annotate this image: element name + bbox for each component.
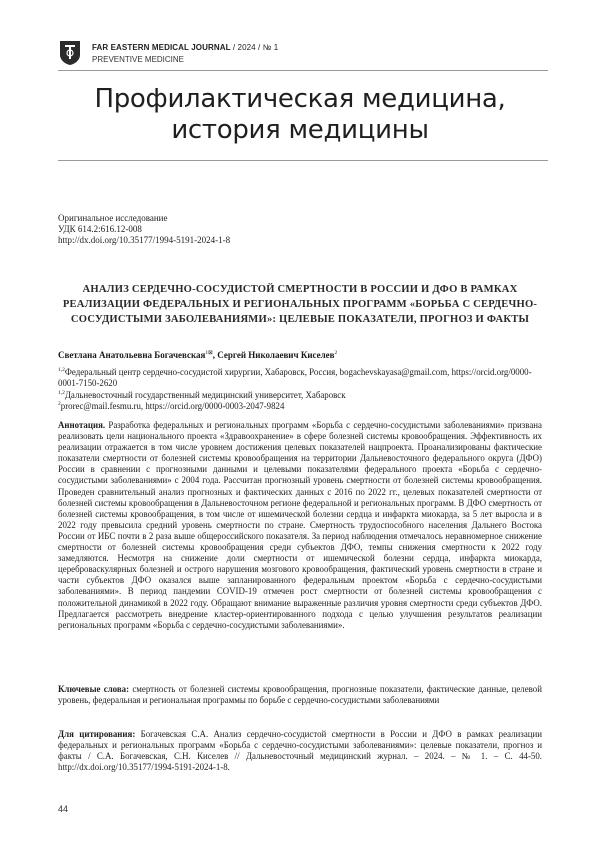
author-separator: ,	[212, 350, 218, 360]
page-number: 44	[58, 804, 69, 814]
journal-header	[92, 43, 278, 52]
doi-link[interactable]: http://dx.doi.org/10.35177/1994-5191-2024-1-8	[58, 235, 231, 245]
keywords	[58, 684, 542, 706]
citation-label: Для цитирования:	[58, 729, 136, 739]
article-title: АНАЛИЗ СЕРДЕЧНО-СОСУДИСТОЙ СМЕРТНОСТИ В РОССИИ И ДФО В РАМКАХ РЕАЛИЗАЦИИ ФЕДЕРАЛЬНЫХ И РЕГИОНАЛЬНЫХ ПРОГРАММ «БОРЬБА С СЕРДЕЧНО-СОСУДИСТЫМИ ЗАБОЛЕВАНИЯМИ»: ЦЕЛЕВЫЕ ПОКАЗАТЕЛИ, ПРОГНОЗ И ФАКТЫ	[62, 284, 538, 325]
keywords-text: смертность от болезней системы кровообращения, прогнозные показатели, фактические данные, целевой уровень, федеральная и региональная программы по борьбе с сердечно-сосудистыми заболеваниями	[58, 684, 542, 706]
author-1: Светлана Анатольевна Богачевская	[58, 350, 206, 360]
affiliation-3-sup: 2	[58, 401, 61, 407]
journal-section: PREVENTIVE MEDICINE	[92, 55, 185, 64]
author-1-sup: 1⊠	[205, 350, 213, 356]
affiliation-1-text: Федеральный центр сердечно-сосудистой хирургии, Хабаровск, Россия, bogachevskayasa@gmail.com, https://orcid.org/0000-0001-7150-2620	[58, 366, 532, 389]
affiliation-1	[58, 365, 542, 390]
affiliation-3-text: prorec@mail.fesmu.ru, https://orcid.org/0000-0003-2047-9824	[60, 400, 285, 411]
authors	[58, 350, 337, 360]
abstract	[58, 420, 542, 631]
author-2: Сергей Николаевич Киселев	[217, 350, 335, 360]
affiliation-1-sup: 1,2	[58, 367, 65, 373]
citation-text: Богачевская С.А. Анализ сердечно-сосудистой смертности в России и ДФО в рамках реализации федеральных и региональных программ «Борьба с сердечно-сосудистыми заболеваниями»: целевые показатели, прогноз и факты / С.А. Богачевская, С.Н. Киселев // Дальневосточный медицинский журнал. – 2024. – № 1. – С. 44-50. http://dx.doi.org/10.35177/1994-5191-2024-1-8.	[58, 729, 543, 773]
citation	[58, 729, 542, 773]
abstract-text: Разработка федеральных и региональных программ «Борьба с сердечно-сосудистыми заболеваниями» призвана реализовать цели национального проекта «Здравоохранение» в сфере болезней системы кровообращения. Эффективность их реализации отражается в том числе уровнем достижения целевых показателей нацпроекта. Проанализированы фактические показатели смертности от болезней системы кровообращения на территории Дальневосточного федерального округа (ДФО) России в сравнении с прогнозными данными и целевыми показателями федерального проекта «Борьба с сердечно-сосудистыми заболеваниями» с 2004 года. Рассчитан прогнозный уровень смертности от болезней системы кровообращения. Проведен сравнительный анализ прогнозных и фактических данных с 2016 по 2022 гг., целевых показателей смертности от болезней системы кровообращения в Дальневосточном регионе федеральной и региональных программ. В ДФО смертность от болезней системы кровообращения, в том числе от ишемической болезни сердца и инфаркта миокарда, за 5 лет выросла и в 2022 году превысила средний уровень смертности по стране. Смертность трудоспособного населения Дальнего Востока России от ИБС почти в 2 раза выше общероссийского показателя. За период наблюдения отмечалось неравномерное снижение смертности от болезней системы кровообращения среди субъектов ДФО, темпы снижения смертности к 2022 году замедляются. Несмотря на снижение доли смертности от ишемической болезни сердца, инфаркта миокарда, цереброваскулярных болезней и острого нарушения мозгового кровообращения, фактический уровень смертности в стране и части субъектов ДФО оказался выше запланированного федеральным проектом «Борьба с сердечно-сосудистыми заболеваниями». В период пандемии COVID-19 отмечен рост смертности от болезней системы кровообращения с положительной динамикой в 2022 году. Обращают внимание выраженные различия уровня смертности среди субъектов ДФО. Предлагается рассмотреть внедрение кластер-ориентированного подхода с целью улучшения результатов реализации региональных программ «Борьба с сердечно-сосудистыми заболеваниями».	[58, 420, 542, 630]
author-2-sup: 2	[334, 350, 338, 356]
keywords-label: Ключевые слова:	[58, 684, 130, 694]
header-divider	[58, 70, 548, 71]
affiliation-3	[58, 399, 542, 412]
journal-issue: / 2024 / № 1	[230, 43, 279, 52]
section-title: Профилактическая медицина, история медицины	[94, 84, 506, 145]
abstract-label: Аннотация.	[58, 420, 106, 430]
section-title-divider	[58, 160, 548, 161]
journal-logo-icon	[58, 40, 82, 66]
udc-code: УДК 614.2:616.12-008	[58, 224, 142, 234]
article-type: Оригинальное исследование	[58, 213, 168, 223]
journal-name: FAR EASTERN MEDICAL JOURNAL	[92, 43, 231, 52]
article-meta	[58, 213, 230, 246]
affiliation-2-sup: 1,2	[58, 390, 65, 396]
affiliation-2-text: Дальневосточный государственный медицинский университет, Хабаровск	[64, 389, 346, 400]
